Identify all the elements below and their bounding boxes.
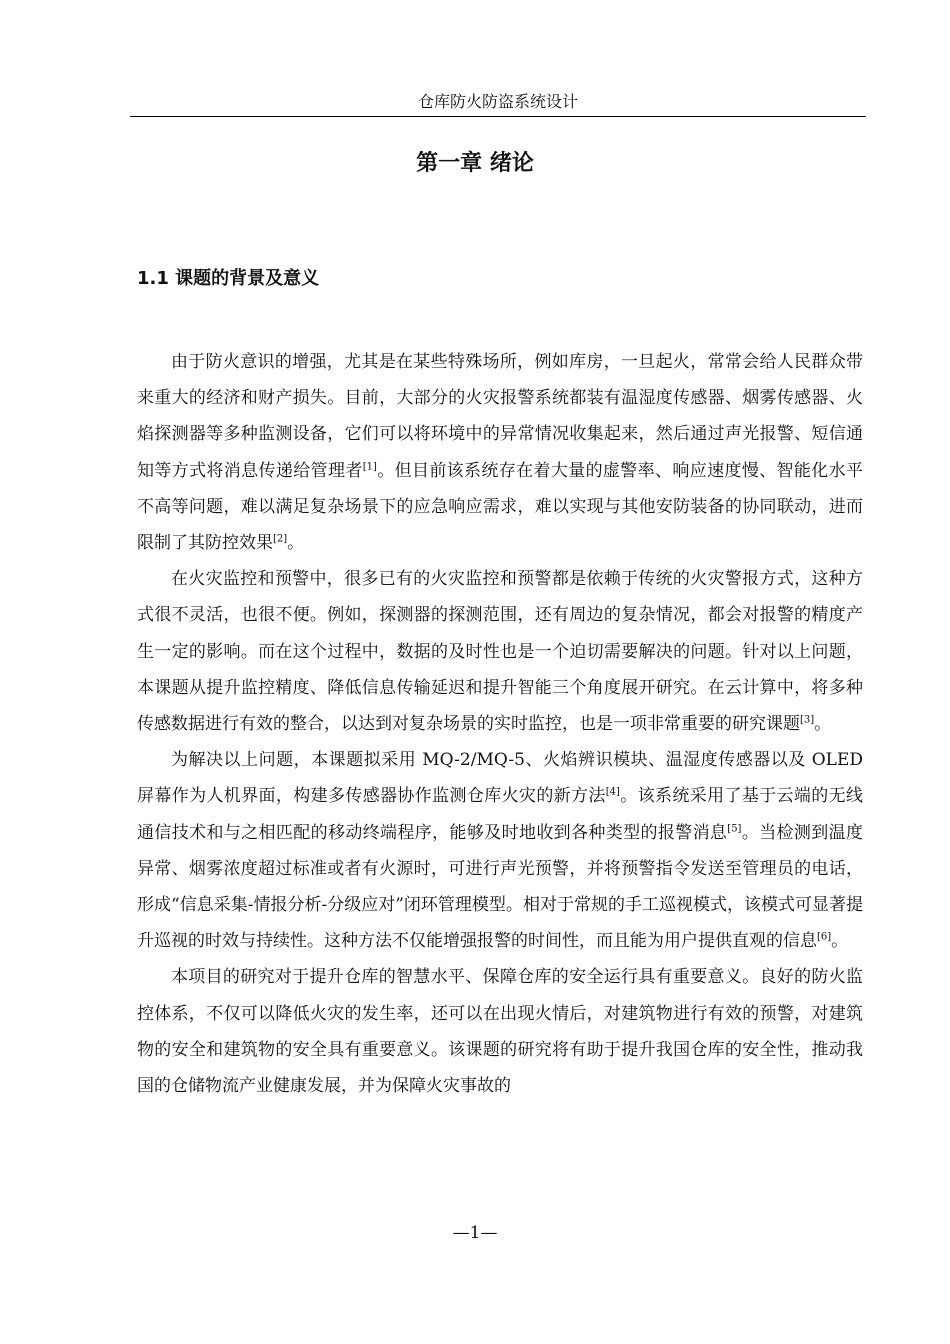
section-title: 1.1 课题的背景及意义 (137, 268, 320, 289)
text-run: 。 (814, 714, 832, 735)
running-header: 仓库防火防盗系统设计 (417, 92, 578, 111)
text-run: 。但目前该系统存在着大量的虚警率、响应速度慢、智能化水平不高等问题，难以满足复杂场景下的应急响应需求，难以实现与其他安防装备的协同联动，进而限制了其防控效果 (137, 460, 864, 554)
paragraph (137, 959, 863, 1104)
text-run: 在火灾监控和预警中，很多已有的火灾监控和预警都是依赖于传统的火灾警报方式，这种方式很不灵活，也很不便。例如，探测器的探测范围，还有周边的复杂情况，都会对报警的精度产生一定的影响。而在这个过程中，数据的及时性也是一个迫切需要解决的问题。针对以上问题，本课题从提升监控精度、降低信息传输延迟和提升智能三个角度展开研究。在云计算中，将多种传感数据进行有效的整合，以达到对复杂场景的实时监控，也是一项非常重要的研究课题 (137, 569, 863, 735)
citation-ref: [4] (605, 786, 620, 798)
text-run: 由于防火意识的增强，尤其是在某些特殊场所，例如库房，一旦起火，常常会给人民群众带来重大的经济和财产损失。目前，大部分的火灾报警系统都装有温湿度传感器、烟雾传感器、火焰探测器等多种监测设备，它们可以将环境中的异常情况收集起来，然后通过声光报警、短信通知等方式将消息传递给管理者 (137, 352, 863, 481)
body-text (137, 344, 863, 1104)
header-rule (130, 116, 866, 117)
chapter-title: 第一章 绪论 (416, 151, 534, 176)
citation-ref: [2] (273, 533, 288, 545)
page-number: —1— (452, 1223, 498, 1243)
citation-ref: [6] (817, 931, 832, 943)
paragraph (137, 561, 863, 742)
text-run: 。 (287, 533, 305, 554)
text-run: 本项目的研究对于提升仓库的智慧水平、保障仓库的安全运行具有重要意义。良好的防火监控体系，不仅可以降低火灾的发生率，还可以在出现火情后，对建筑物进行有效的预警，对建筑物的安全和建筑物的安全具有重要意义。该课题的研究将有助于提升我国仓库的安全性，推动我国的仓储物流产业健康发展，并为保障火灾事故的 (137, 967, 863, 1097)
text-run: 。 (831, 931, 849, 952)
paragraph (137, 344, 863, 561)
citation-ref: [1] (362, 460, 377, 472)
text-run: 为解决以上问题，本课题拟采用 MQ-2/MQ-5、火焰辨识模块、温湿度传感器以及 OLED 屏幕作为人机界面，构建多传感器协作监测仓库火灾的新方法 (137, 750, 863, 807)
citation-ref: [5] (727, 822, 742, 834)
paragraph (137, 742, 863, 959)
text-run: 。当检测到温度异常、烟雾浓度超过标准或者有火源时，可进行声光预警，并将预警指令发送至管理员的电话，形成“信息采集-情报分析-分级应对”闭环管理模型。相对于常规的手工巡视模式，该模式可显著提升巡视的时效与持续性。这种方法不仅能增强报警的时间性，而且能为用户提供直观的信息 (137, 822, 864, 952)
text-run: 。该系统采用了基于云端的无线通信技术和与之相匹配的移动终端程序，能够及时地收到各种类型的报警消息 (137, 786, 864, 843)
citation-ref: [3] (800, 714, 815, 726)
